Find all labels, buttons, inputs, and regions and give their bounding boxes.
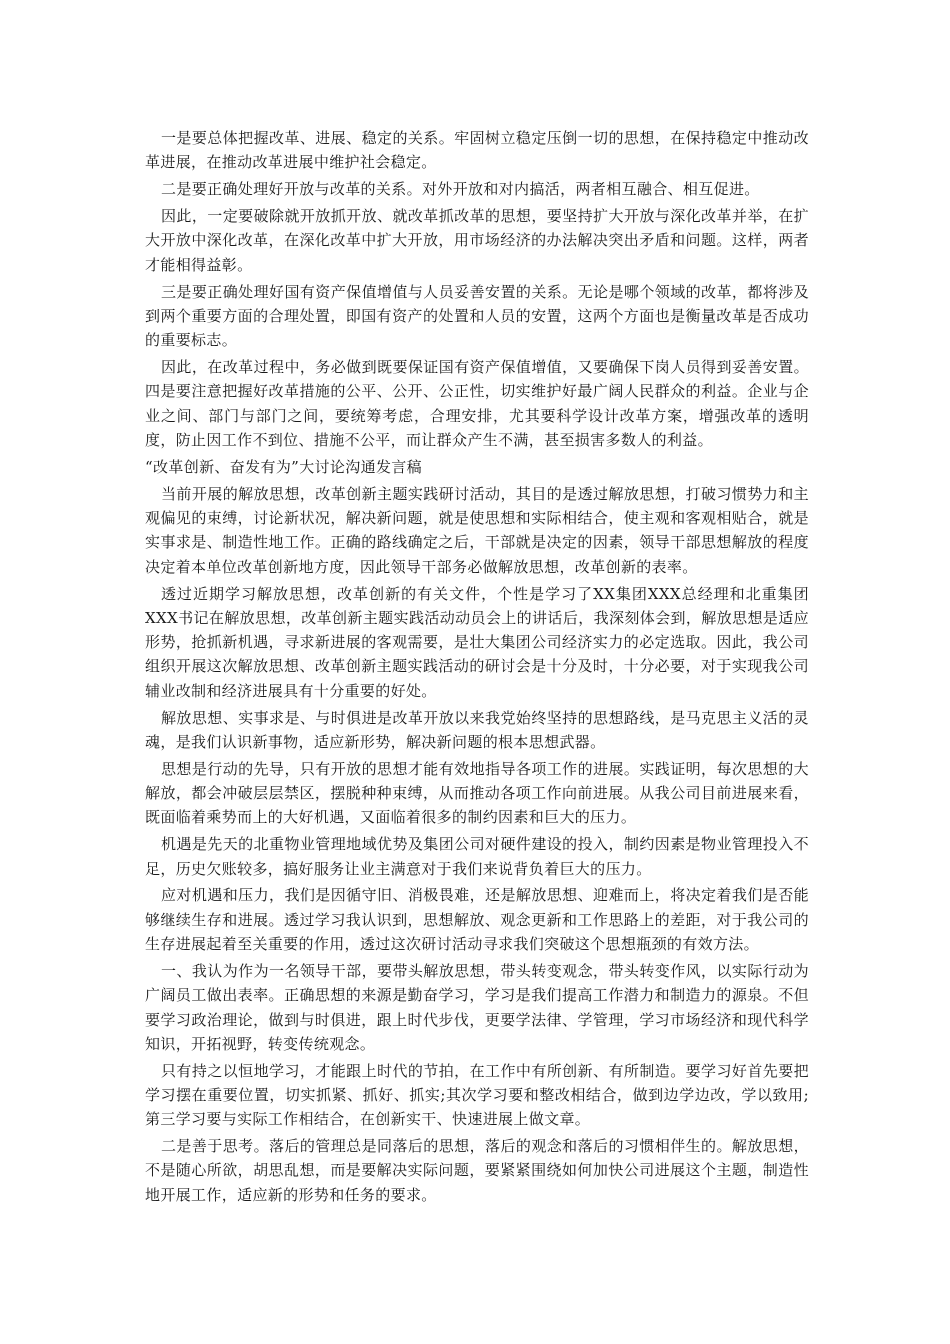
paragraph-7: 当前开展的解放思想，改革创新主题实践研讨活动，其目的是透过解放思想，打破习惯势力和主观偏见的束缚，讨论新状况，解决新问题，就是使思想和实际相结合，使主观和客观相贴合，就是实事求是、制造性地工作。正确的路线确定之后，干部就是决定的因素，领导干部思想解放的程度决定着本单位改革创新地方度，因此领导干部务必做解放思想，改革创新的表率。 bbox=[145, 484, 809, 576]
paragraph-2: 二是要正确处理好开放与改革的关系。对外开放和对内搞活，两者相互融合、相互促进。 bbox=[161, 180, 760, 199]
paragraph-4: 三是要正确处理好国有资产保值增值与人员妥善安置的关系。无论是哪个领域的改革，都将涉及到两个重要方面的合理处置，即国有资产的处置和人员的安置，这两个方面也是衡量改革是否成功的重要标志。 bbox=[145, 282, 809, 350]
paragraph-13: 一、我认为作为一名领导干部，要带头解放思想，带头转变观念，带头转变作风，以实际行动为广阔员工做出表率。正确思想的来源是勤奋学习，学习是我们提高工作潜力和制造力的源泉。不但要学习政治理论，做到与时俱进，跟上时代步伐，更要学法律、学管理，学习市场经济和现代科学知识，开拓视野，转变传统观念。 bbox=[145, 961, 809, 1053]
paragraph-10: 思想是行动的先导，只有开放的思想才能有效地指导各项工作的进展。实践证明，每次思想的大解放，都会冲破层层禁区，摆脱种种束缚，从而推动各项工作向前进展。从我公司目前进展来看，既面临着乘势而上的大好机遇，又面临着很多的制约因素和巨大的压力。 bbox=[145, 759, 809, 827]
paragraph-9: 解放思想、实事求是、与时俱进是改革开放以来我党始终坚持的思想路线，是马克思主义活的灵魂，是我们认识新事物，适应新形势，解决新问题的根本思想武器。 bbox=[145, 708, 809, 751]
paragraph-3: 因此，一定要破除就开放抓开放、就改革抓改革的思想，要坚持扩大开放与深化改革并举，在扩大开放中深化改革，在深化改革中扩大开放，用市场经济的办法解决突出矛盾和问题。这样，两者才能相得益彰。 bbox=[145, 207, 809, 274]
document-body bbox=[145, 126, 809, 1210]
paragraph-15: 二是善于思考。落后的管理总是同落后的思想，落后的观念和落后的习惯相伴生的。解放思想，不是随心所欲，胡思乱想，而是要解决实际问题，要紧紧围绕如何加快公司进展这个主题，制造性地开展工作，适应新的形势和任务的要求。 bbox=[145, 1137, 809, 1204]
paragraph-12: 应对机遇和压力，我们是因循守旧、消极畏难，还是解放思想、迎难而上，将决定着我们是否能够继续生存和进展。透过学习我认识到，思想解放、观念更新和工作思路上的差距，对于我公司的生存进展起着至关重要的作用，透过这次研讨活动寻求我们突破这个思想瓶颈的有效方法。 bbox=[145, 886, 809, 954]
paragraph-11: 机遇是先天的北重物业管理地域优势及集团公司对硬件建设的投入，制约因素是物业管理投入不足，历史欠账较多，搞好服务让业主满意对于我们来说背负着巨大的压力。 bbox=[145, 835, 809, 878]
paragraph-14: 只有持之以恒地学习，才能跟上时代的节拍，在工作中有所创新、有所制造。要学习好首先要把学习摆在重要位置，切实抓紧、抓好、抓实;其次学习要和整改相结合，做到边学边改，学以致用;第三学习要与实际工作相结合，在创新实干、快速进展上做文章。 bbox=[145, 1061, 809, 1129]
paragraph-1: 一是要总体把握改革、进展、稳定的关系。牢固树立稳定压倒一切的思想，在保持稳定中推动改革进展，在推动改革进展中维护社会稳定。 bbox=[145, 129, 809, 172]
section-heading: “改革创新、奋发有为”大讨论沟通发言稿 bbox=[145, 457, 422, 476]
paragraph-5: 因此，在改革过程中，务必做到既要保证国有资产保值增值，又要确保下岗人员得到妥善安置。四是要注意把握好改革措施的公平、公开、公正性，切实维护好最广阔人民群众的利益。企业与企业之间、部门与部门之间，要统筹考虑，合理安排，尤其要科学设计改革方案，增强改革的透明度，防止因工作不到位、措施不公平，而让群众产生不满，甚至损害多数人的利益。 bbox=[145, 358, 809, 449]
paragraph-8: 透过近期学习解放思想，改革创新的有关文件，个性是学习了XX集团XXX总经理和北重集团XXX书记在解放思想，改革创新主题实践活动动员会上的讲话后，我深刻体会到，解放思想是适应形势，抢抓新机遇，寻求新进展的客观需要，是壮大集团公司经济实力的必定选取。因此，我公司组织开展这次解放思想、改革创新主题实践活动的研讨会是十分及时，十分必要，对于实现我公司辅业改制和经济进展具有十分重要的好处。 bbox=[145, 584, 809, 700]
